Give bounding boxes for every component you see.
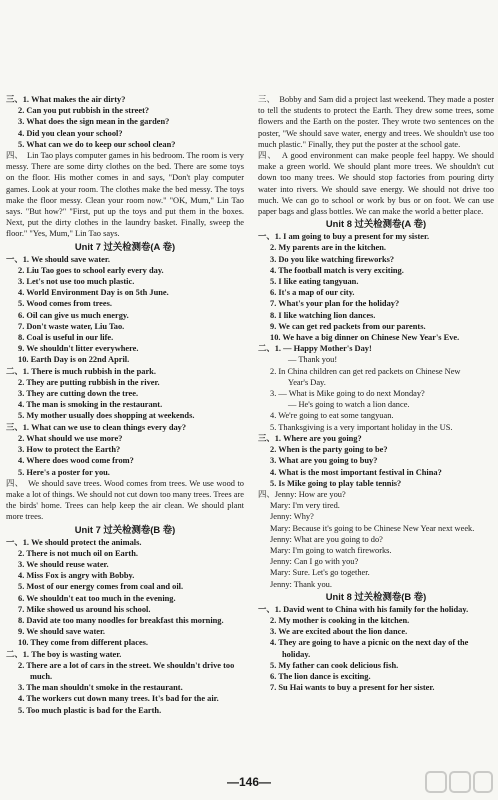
answer-line: 一、1. David went to China with his family for the holiday. [258,604,469,614]
page-number: —146— [226,775,272,789]
left-column [6,94,244,716]
answer-paragraph: 四、 Lin Tao plays computer games in his bedroom. The room is very messy. There are some dirty clothes on the bed. There are some toys on the floor. His mother comes in and says, "Don't play computer games. Look at your room. The clothes make the bed messy. The toys make the floor messy. Clean your room now." "OK, Mum," Lin Tao says. "But how?" "First, put up the toys and put them in the boxes. Next, put the dirty clothes in the laundry basket. Finally, sweep the floor." "Yes, Mum," Lin Tao says. [6,151,244,239]
answer-line: 10. They come from different places. [18,638,149,648]
answer-line: much. [30,671,53,681]
right-column [258,94,494,693]
answer-line: 3. Do you like watching fireworks? [270,254,395,264]
answer-line: 4. World Environment Day is on 5th June. [18,288,169,298]
answer-line: 5. Too much plastic is bad for the Earth. [18,705,162,715]
answer-line: 5. Here's a poster for you. [18,467,110,477]
answer-line: 8. Coal is useful in our life. [18,333,114,343]
answer-line: 8. David ate too many noodles for breakfast this morning. [18,615,224,625]
answer-line: 4. The football match is very exciting. [270,265,404,275]
answer-line: 三、1. What can we use to clean things every day? [6,422,187,432]
answer-line: 四、Jenny: How are you? [258,489,346,499]
answer-line: 3. How to protect the Earth? [18,445,121,455]
answer-line: 10. Earth Day is on 22nd April. [18,355,130,365]
answer-line: 9. We shouldn't litter everywhere. [18,344,139,354]
answer-line: Jenny: Why? [270,512,314,522]
answer-line: Year's Day. [288,377,326,387]
answer-line: — He's going to watch a lion dance. [288,400,410,410]
answer-line: Jenny: What are you going to do? [270,534,383,544]
answer-line: 4. The workers cut down many trees. It's bad for the air. [18,694,219,704]
answer-line: 二、1. There is much rubbish in the park. [6,366,156,376]
answer-line: 6. It's a map of our city. [270,288,355,298]
answer-line: 二、1. The boy is wasting water. [6,649,122,659]
answer-line: 4. Miss Fox is angry with Bobby. [18,571,135,581]
section-heading: Unit 8 过关检测卷(B 卷) [325,590,427,602]
answer-line: 5. Wood comes from trees. [18,299,112,309]
answer-line: 4. What is the most important festival in China? [270,467,442,477]
answer-line: 二、1. — Happy Mother's Day! [258,344,372,354]
answer-line: 3. What are you going to buy? [270,456,378,466]
answer-line: 5. I like eating tangyuan. [270,277,359,287]
answer-line: 6. Oil can give us much energy. [18,310,129,320]
answer-line: 9. We can get red packets from our parents. [270,321,426,331]
answer-line: Mary: Because it's going to be Chinese New Year next week. [270,523,475,533]
answer-paragraph: 四、 A good environment can make people feel happy. We should make a green world. We should plant more trees. We shouldn't cut down too many trees. We should stop factories from pouring dirty water into rivers. We should save energy. We should not drive too much. We can go to school or work by bus or on foot. We can use paper bags and glass bottles. We can make the world a better place. [258,151,494,217]
answer-line: 2. In China children can get red packets on Chinese New [270,366,461,376]
answer-line: 6. We shouldn't eat too much in the evening. [18,593,176,603]
answer-line: 3. We should reuse water. [18,559,109,569]
answer-line: Mary: Sure. Let's go together. [270,568,370,578]
answer-line: 三、1. What makes the air dirty? [6,95,126,104]
answer-line: 2. They are putting rubbish in the river. [18,377,160,387]
answer-line: 5. Is Mike going to play table tennis? [270,478,402,488]
answer-line: — Thank you! [288,355,338,365]
answer-line: 4. Where does wood come from? [18,456,134,466]
answer-line: Jenny: Can I go with you? [270,557,359,567]
answer-line: 2. What should we use more? [18,433,123,443]
answer-line: 10. We have a big dinner on Chinese New Year's Eve. [270,333,460,343]
answer-line: 3. They are cutting down the tree. [18,389,139,399]
answer-line: Mary: I'm going to watch fireworks. [270,545,392,555]
answer-line: 5. What can we do to keep our school clean? [18,139,176,149]
answer-line: 3. Let's not use too much plastic. [18,277,135,287]
answer-line: Jenny: Thank you. [270,579,332,589]
answer-line: 7. Don't waste water, Liu Tao. [18,321,125,331]
answer-site-logo-icon [424,768,494,798]
answer-line: 2. Liu Tao goes to school early every day. [18,265,164,275]
answer-line: 7. Mike showed us around his school. [18,604,151,614]
answer-line: 3. The man shouldn't smoke in the restaurant. [18,683,183,693]
answer-line: 一、1. We should protect the animals. [6,537,142,547]
answer-line: 5. Thanksgiving is a very important holiday in the US. [270,422,453,432]
answer-line: 2. There are a lot of cars in the street. We shouldn't drive too [18,660,235,670]
answer-paragraph: 三、 Bobby and Sam did a project last weekend. They made a poster to tell the students to protect the Earth. They drew some trees, some flowers and the Earth on the poster. They wrote two sentences on the poster, "We should save water, energy and trees. We shouldn't use too much plastic." Finally, they put the poster at the school gate. [258,95,494,149]
answer-line: 5. My mother usually does shopping at weekends. [18,411,195,421]
answer-line: 4. We're going to eat some tangyuan. [270,411,394,421]
answer-line: 2. There is not much oil on Earth. [18,548,138,558]
answer-line: 2. Can you put rubbish in the street? [18,106,150,116]
answer-line: 2. When is the party going to be? [270,445,388,455]
answer-line: 9. We should save water. [18,627,106,637]
answer-paragraph: 四、 We should save trees. Wood comes from trees. We use wood to make a lot of things. We should not cut down too many trees. Trees are the birds' home. Trees can help keep the air clean. We should plant more trees. [6,478,244,522]
answer-line: 3. We are excited about the lion dance. [270,627,408,637]
answer-line: 6. The lion dance is exciting. [270,671,371,681]
answer-line: 5. Most of our energy comes from coal and oil. [18,582,184,592]
answer-line: Mary: I'm very tired. [270,501,340,511]
answer-line: 8. I like watching lion dances. [270,310,376,320]
answer-line: 三、1. Where are you going? [258,433,362,443]
answer-line: 4. They are going to have a picnic on the next day of the [270,638,469,648]
answer-line: 5. My father can cook delicious fish. [270,660,399,670]
answer-line: 一、1. We should save water. [6,254,110,264]
answer-line: 3. — What is Mike going to do next Monday? [270,389,425,399]
section-heading: Unit 7 过关检测卷(A 卷) [74,240,176,252]
answer-line: 2. My mother is cooking in the kitchen. [270,615,410,625]
answer-line: 4. The man is smoking in the restaurant. [18,400,163,410]
answer-line: 2. My parents are in the kitchen. [270,243,387,253]
answer-line: 3. What does the sign mean in the garden? [18,117,170,127]
section-heading: Unit 8 过关检测卷(A 卷) [325,218,427,230]
answer-line: 7. What's your plan for the holiday? [270,299,400,309]
answer-line: 4. Did you clean your school? [18,128,123,138]
answer-line: holiday. [282,649,311,659]
answer-line: 7. Su Hai wants to buy a present for her sister. [270,683,435,693]
section-heading: Unit 7 过关检测卷(B 卷) [74,523,176,535]
answer-line: 一、1. I am going to buy a present for my sister. [258,232,430,242]
